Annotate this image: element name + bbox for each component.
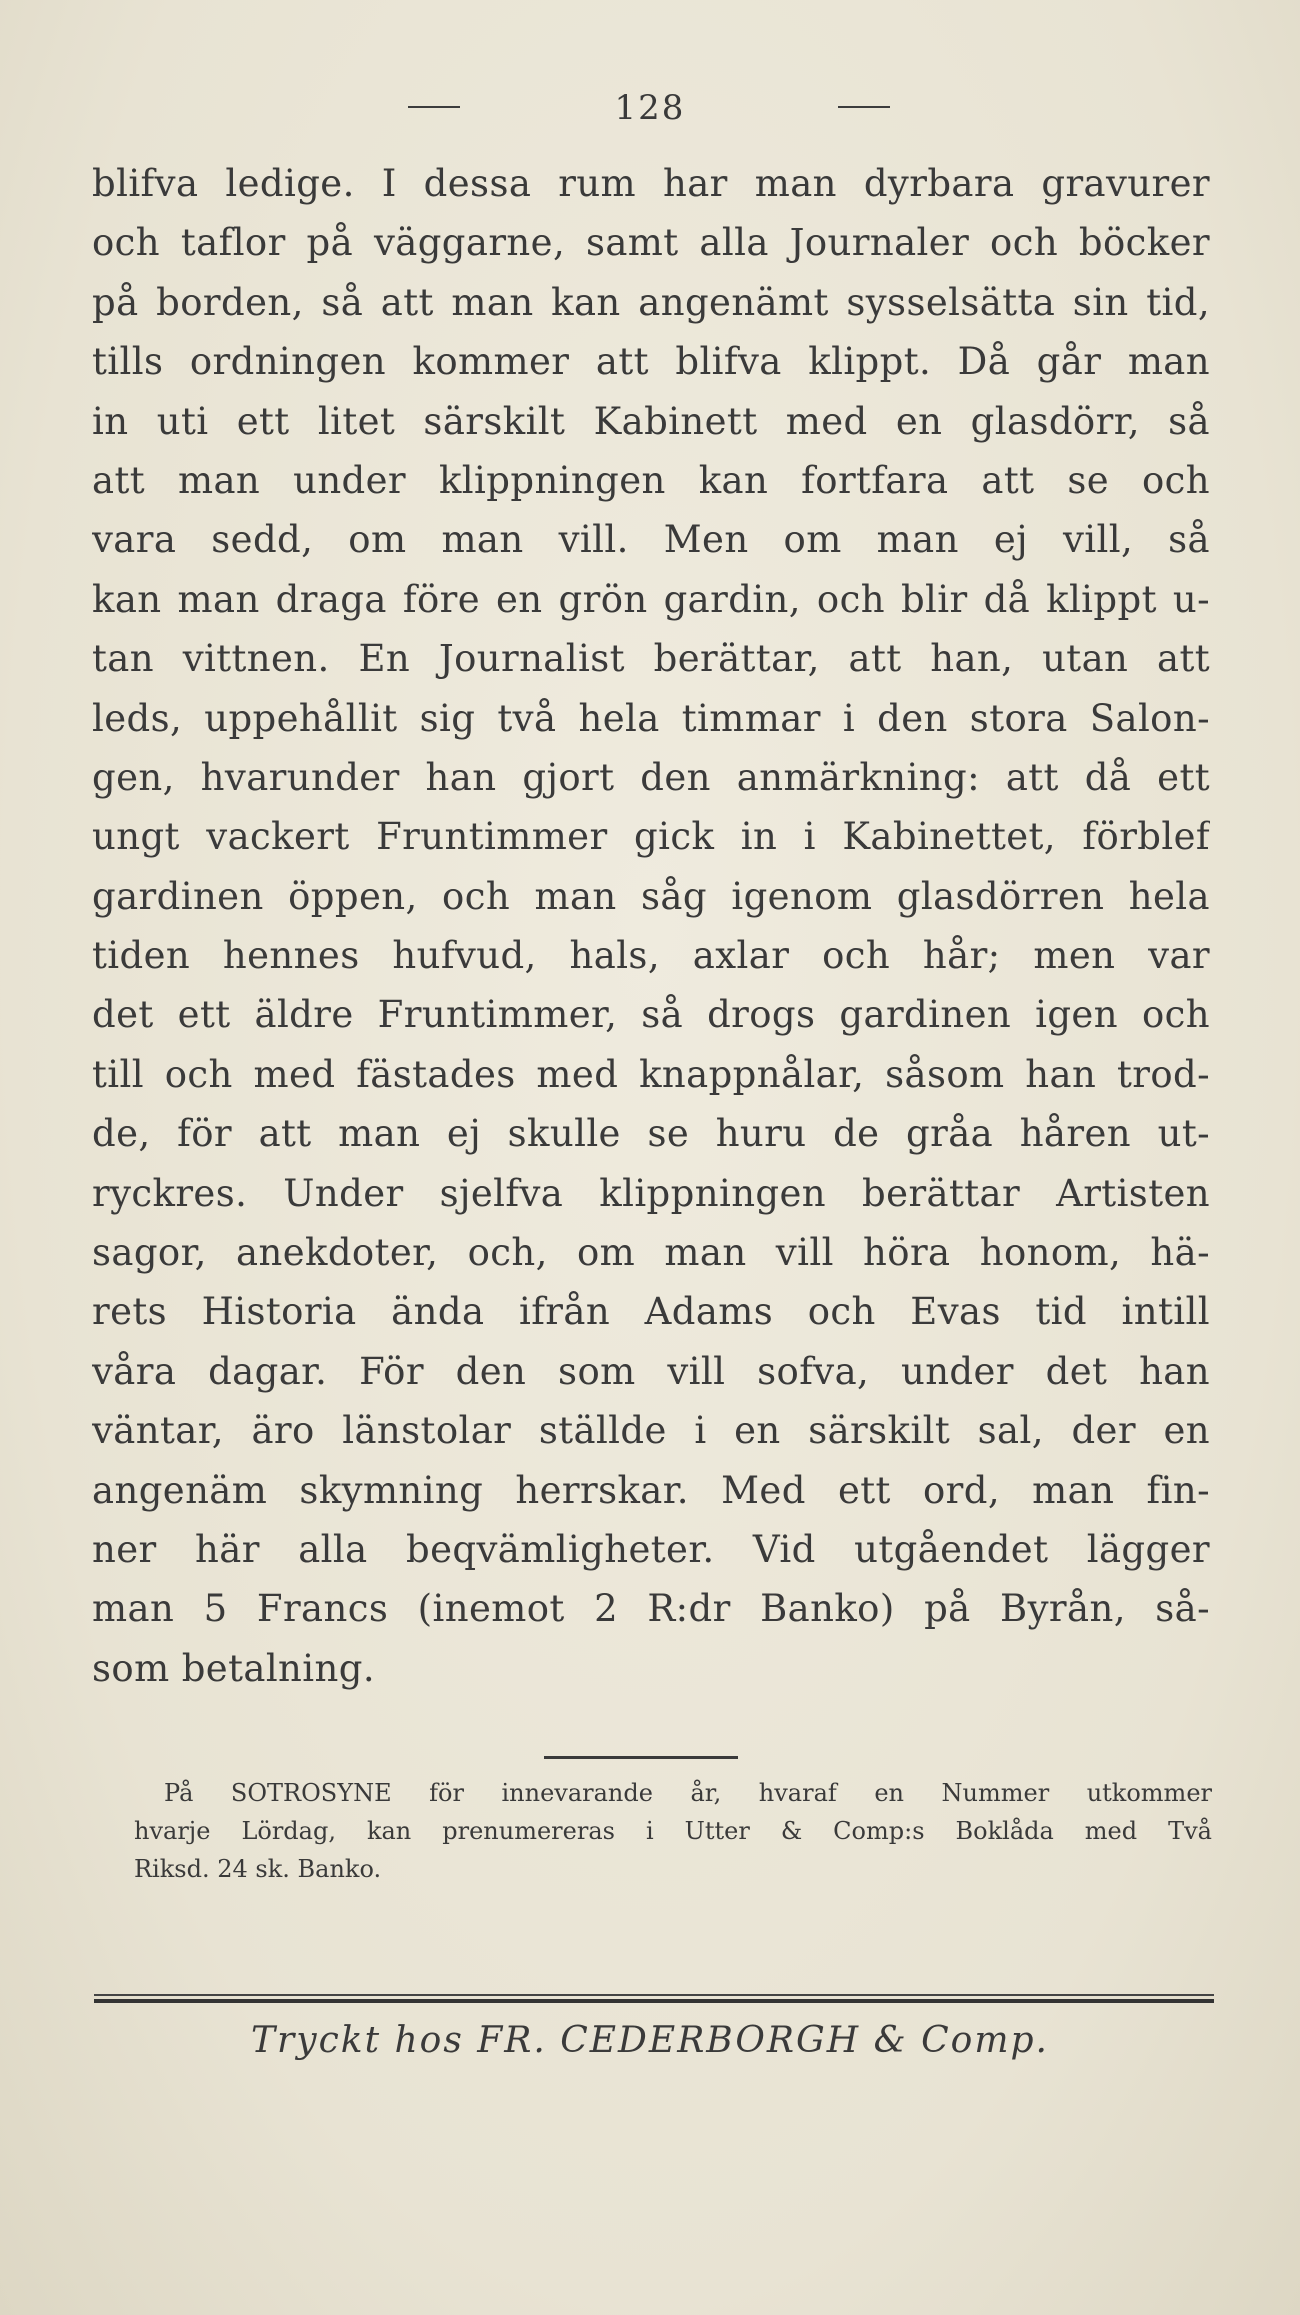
text-line: gardinen öppen, och man såg igenom glasdörren hela xyxy=(92,874,1210,918)
text-line: vara sedd, om man vill. Men om man ej vill, så xyxy=(92,518,1210,562)
header-dash-left xyxy=(408,106,460,108)
text-line: till och med fästades med knappnålar, såsom han trod- xyxy=(92,1052,1210,1096)
text-line: det ett äldre Fruntimmer, så drogs gardinen igen och xyxy=(92,993,1210,1037)
imprint-divider xyxy=(94,1994,1214,2003)
section-divider xyxy=(544,1756,738,1759)
text-line: på borden, så att man kan angenämt sysselsätta sin tid, xyxy=(92,280,1210,324)
text-line: de, för att man ej skulle se huru de gråa håren ut- xyxy=(92,1112,1210,1156)
header-dash-right xyxy=(838,106,890,108)
text-line: ryckres. Under sjelfva klippningen berättar Artisten xyxy=(92,1171,1210,1215)
notice-line: hvarje Lördag, kan prenumereras i Utter & Comp:s Boklåda med Två xyxy=(134,1817,1212,1845)
page-number: 128 xyxy=(614,88,686,128)
text-line: gen, hvarunder han gjort den anmärkning: att då ett xyxy=(92,755,1210,799)
text-line: kan man draga före en grön gardin, och blir då klippt u- xyxy=(92,577,1210,621)
text-line: och taflor på väggarne, samt alla Journaler och böcker xyxy=(92,221,1210,265)
text-line: sagor, anekdoter, och, om man vill höra honom, hä- xyxy=(92,1231,1210,1275)
page-header xyxy=(0,88,1300,128)
printer-imprint: Tryckt hos FR. CEDERBORGH & Comp. xyxy=(251,2020,1049,2061)
notice-line: Riksd. 24 sk. Banko. xyxy=(134,1855,382,1883)
body-text xyxy=(92,154,1210,1698)
text-line: tiden hennes hufvud, hals, axlar och hår; men var xyxy=(92,934,1210,978)
text-line: ungt vackert Fruntimmer gick in i Kabinettet, förblef xyxy=(92,815,1210,859)
text-line: ner här alla beqvämligheter. Vid utgåendet lägger xyxy=(92,1527,1210,1571)
text-line: man 5 Francs (inemot 2 R:dr Banko) på Byrån, så- xyxy=(92,1587,1210,1631)
text-line: att man under klippningen kan fortfara att se och xyxy=(92,458,1210,502)
text-line: rets Historia ända ifrån Adams och Evas tid intill xyxy=(92,1290,1210,1334)
text-line: tan vittnen. En Journalist berättar, att han, utan att xyxy=(92,637,1210,681)
text-line: våra dagar. För den som vill sofva, under det han xyxy=(92,1349,1210,1393)
subscription-notice xyxy=(134,1774,1212,1888)
text-line: blifva ledige. I dessa rum har man dyrbara gravurer xyxy=(92,162,1210,205)
text-line: tills ordningen kommer att blifva klippt. Då går man xyxy=(92,340,1210,384)
text-line: in uti ett litet särskilt Kabinett med en glasdörr, så xyxy=(92,399,1210,443)
notice-line: På SOTROSYNE för innevarande år, hvaraf en Nummer utkommer xyxy=(164,1779,1212,1807)
text-line: som betalning. xyxy=(92,1646,375,1690)
text-line: angenäm skymning herrskar. Med ett ord, man fin- xyxy=(92,1468,1210,1512)
text-line: väntar, äro länstolar ställde i en särskilt sal, der en xyxy=(92,1409,1210,1453)
text-line: leds, uppehållit sig två hela timmar i den stora Salon- xyxy=(92,696,1210,740)
